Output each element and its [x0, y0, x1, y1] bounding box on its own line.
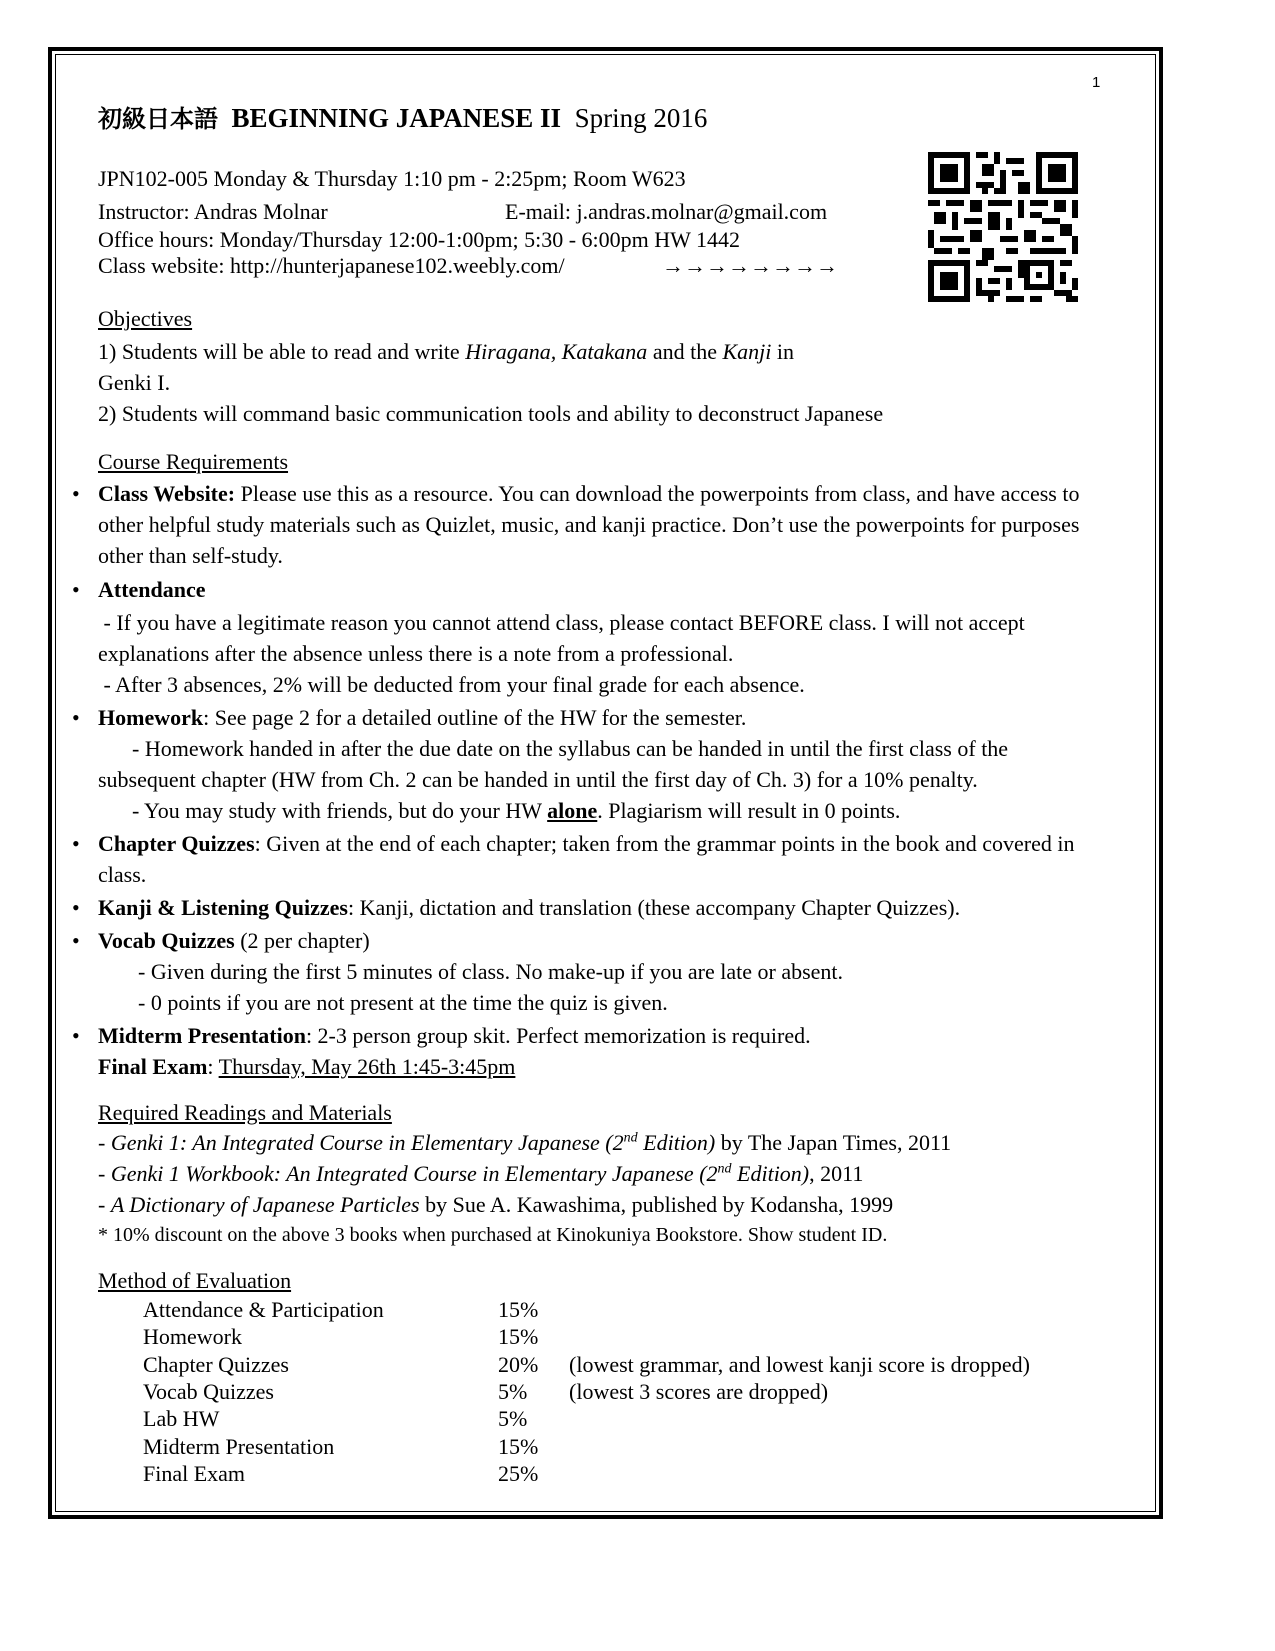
- title-japanese: 初級日本語: [98, 105, 218, 133]
- bullet-icon: •: [72, 577, 80, 602]
- evaluation-item-name: Homework: [143, 1324, 242, 1350]
- evaluation-item-name: Attendance & Participation: [143, 1297, 384, 1322]
- evaluation-item-note: (lowest grammar, and lowest kanji score is dropped): [569, 1351, 1030, 1377]
- evaluation-item-name: Lab HW: [143, 1406, 220, 1432]
- bullet-icon: •: [72, 928, 80, 953]
- objective-1: 1) Students will be able to read and write Hiragana, Katakana and the Kanji in: [98, 339, 794, 364]
- course-schedule: JPN102-005 Monday & Thursday 1:10 pm - 2:25pm; Room W623: [98, 166, 686, 191]
- req-homework-detail-1: - Homework handed in after the due date on the syllabus can be handed in until the first class of the subsequent chapter (HW from Ch. 2 can be handed in until the first day of Ch. 3) for a 10% penalty.: [98, 736, 1009, 792]
- objective-2: 2) Students will command basic communication tools and ability to deconstruct Japanese: [98, 401, 884, 426]
- req-midterm: • Midterm Presentation: 2-3 person group skit. Perfect memorization is required.: [98, 1020, 1108, 1051]
- class-website[interactable]: Class website: http://hunterjapanese102.weebly.com/: [98, 253, 565, 278]
- instructor-email[interactable]: E-mail: j.andras.molnar@gmail.com: [505, 199, 828, 224]
- bullet-icon: •: [72, 831, 80, 856]
- bullet-icon: •: [72, 481, 80, 506]
- evaluation-item-percent: 20%: [498, 1351, 539, 1377]
- bullet-icon: •: [72, 705, 80, 730]
- reading-2: - Genki 1 Workbook: An Integrated Course in Elementary Japanese (2nd Edition), 2011: [98, 1161, 864, 1186]
- discount-note: * 10% discount on the above 3 books when purchased at Kinokuniya Bookstore. Show student ID.: [98, 1224, 888, 1246]
- evaluation-item-percent: 15%: [498, 1324, 539, 1350]
- req-kanji-listening: • Kanji & Listening Quizzes: Kanji, dictation and translation (these accompany Chapter Quizzes).: [98, 892, 1108, 923]
- arrows: →→→→→→→→: [662, 253, 838, 278]
- evaluation-item-percent: 5%: [498, 1406, 528, 1432]
- title-term: Spring 2016: [574, 103, 708, 133]
- req-chapter-quizzes: • Chapter Quizzes: Given at the end of each chapter; taken from the grammar points in the book and covered in class.: [98, 828, 1108, 890]
- evaluation-item-name: Midterm Presentation: [143, 1433, 335, 1459]
- req-attendance-detail-1: - If you have a legitimate reason you cannot attend class, please contact BEFORE class. I will not accept explanations after the absence unless there is a note from a professional.: [98, 610, 1031, 666]
- evaluation-item-percent: 15%: [498, 1433, 539, 1459]
- title-english: BEGINNING JAPANESE II: [231, 103, 562, 133]
- req-vocab-quizzes: • Vocab Quizzes (2 per chapter): [98, 925, 1108, 956]
- objectives-heading: Objectives: [98, 306, 193, 331]
- evaluation-item-percent: 25%: [498, 1460, 539, 1486]
- req-homework: • Homework: See page 2 for a detailed outline of the HW for the semester.: [98, 702, 1108, 733]
- page-title: [98, 99, 707, 134]
- reading-1: - Genki 1: An Integrated Course in Elementary Japanese (2nd Edition) by The Japan Times, 2011: [98, 1130, 952, 1155]
- evaluation-item-percent: 5%: [498, 1378, 528, 1404]
- instructor: Instructor: Andras Molnar: [98, 199, 328, 224]
- bullet-icon: •: [72, 895, 80, 920]
- evaluation-item-name: Chapter Quizzes: [143, 1351, 289, 1377]
- evaluation-item-name: Final Exam: [143, 1460, 246, 1486]
- bullet-icon: •: [72, 1023, 80, 1048]
- req-attendance: • Attendance: [98, 574, 1108, 605]
- req-vocab-detail-2: - 0 points if you are not present at the time the quiz is given.: [138, 990, 668, 1015]
- evaluation-item-percent: 15%: [498, 1297, 539, 1322]
- req-vocab-detail-1: - Given during the first 5 minutes of class. No make-up if you are late or absent.: [138, 959, 844, 984]
- req-class-website: • Class Website: Please use this as a resource. You can download the powerpoints from class, and have access to other helpful study materials such as Quizlet, music, and kanji practice. Don’t use the powerpoints for purposes other than self-study.: [98, 478, 1108, 571]
- qr-code-icon[interactable]: [928, 152, 1078, 302]
- objective-1-continued: Genki I.: [98, 370, 171, 395]
- req-final-exam: Final Exam: Thursday, May 26th 1:45-3:45pm: [98, 1054, 516, 1079]
- evaluation-item-name: Vocab Quizzes: [143, 1378, 274, 1404]
- req-attendance-detail-2: - After 3 absences, 2% will be deducted from your final grade for each absence.: [98, 672, 805, 697]
- evaluation-item-note: (lowest 3 scores are dropped): [569, 1378, 829, 1404]
- req-homework-detail-2: - You may study with friends, but do your HW alone. Plagiarism will result in 0 points.: [132, 798, 901, 823]
- requirements-heading: Course Requirements: [98, 449, 289, 474]
- requirements-list: [72, 478, 1108, 1082]
- readings-heading: Required Readings and Materials: [98, 1100, 392, 1125]
- office-hours: Office hours: Monday/Thursday 12:00-1:00pm; 5:30 - 6:00pm HW 1442: [98, 227, 741, 252]
- evaluation-heading: Method of Evaluation: [98, 1268, 292, 1293]
- reading-3: - A Dictionary of Japanese Particles by Sue A. Kawashima, published by Kodansha, 1999: [98, 1192, 894, 1217]
- page-number: 1: [1092, 74, 1101, 91]
